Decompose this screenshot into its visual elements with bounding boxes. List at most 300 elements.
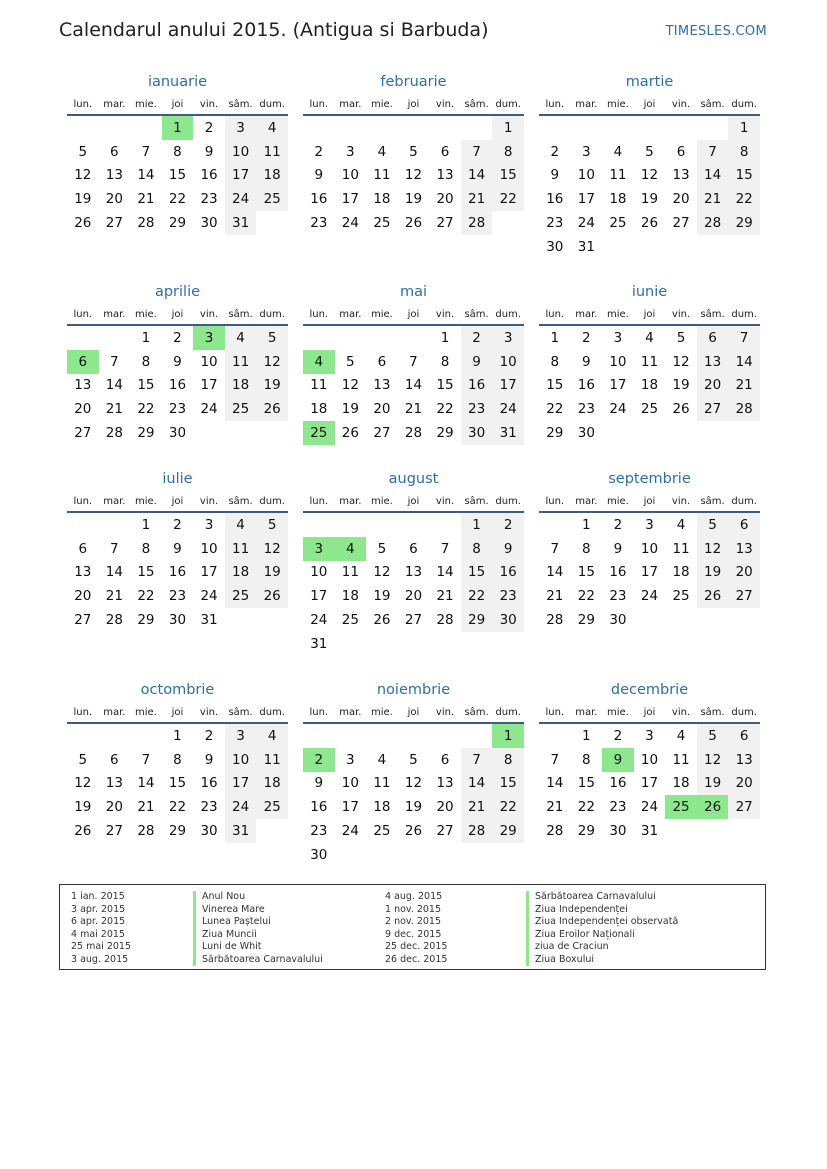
day-cell: 23 [168, 401, 187, 418]
day-cell: 21 [105, 588, 123, 605]
day-cell: 23 [461, 397, 493, 421]
empty-cell [665, 608, 697, 632]
day-cell: 23 [168, 588, 187, 605]
day-cell: 24 [640, 799, 659, 816]
day-cell: 18 [310, 401, 328, 418]
empty-cell [665, 115, 697, 140]
weekday-header: mie. [602, 491, 634, 512]
day-cell: 18 [373, 191, 391, 208]
day-cell: 3 [225, 115, 257, 140]
day-cell: 18 [341, 588, 359, 605]
day-cell: 13 [105, 775, 123, 792]
day-cell: 12 [404, 167, 423, 184]
empty-cell [366, 723, 398, 748]
day-cell: 19 [74, 191, 92, 208]
day-cell: 27 [672, 215, 690, 232]
day-cell: 24 [225, 795, 257, 819]
month-octombrie [67, 680, 288, 843]
day-cell: 21 [404, 401, 423, 418]
holiday-date: 1 ian. 2015 [71, 891, 125, 902]
day-cell: 8 [728, 140, 760, 164]
day-cell: 6 [78, 540, 88, 557]
day-cell: 29 [461, 608, 493, 632]
day-cell: 27 [697, 397, 729, 421]
day-cell: 13 [373, 377, 391, 394]
empty-cell [665, 235, 697, 259]
day-cell: 1 [173, 727, 182, 744]
weekday-header: mar. [571, 491, 603, 512]
day-cell: 21 [697, 187, 729, 211]
weekday-header: mie. [366, 491, 398, 512]
day-cell: 28 [546, 612, 564, 629]
day-cell: 28 [137, 823, 155, 840]
day-cell: 22 [546, 401, 564, 418]
empty-cell [429, 115, 461, 140]
empty-cell [99, 512, 131, 537]
holiday-name: Ziua Independenței observată [526, 916, 678, 929]
day-cell: 1 [728, 115, 760, 140]
day-cell: 8 [582, 540, 591, 557]
day-cell: 8 [461, 537, 493, 561]
weekday-header: lun. [303, 94, 335, 115]
empty-cell [335, 843, 367, 867]
empty-cell [665, 421, 697, 445]
day-cell: 31 [640, 823, 659, 840]
day-cell: 20 [404, 588, 423, 605]
day-cell: 14 [105, 377, 123, 394]
empty-cell [697, 235, 729, 259]
day-cell: 25 [373, 215, 391, 232]
day-cell: 20 [436, 799, 454, 816]
day-cell: 28 [404, 425, 423, 442]
day-cell: 22 [137, 588, 155, 605]
day-cell: 5 [256, 325, 288, 350]
empty-cell [697, 608, 729, 632]
empty-cell [398, 325, 430, 350]
day-cell: 6 [110, 751, 119, 768]
day-cell: 2 [204, 727, 214, 744]
empty-cell [99, 325, 131, 350]
day-cell: 19 [697, 561, 729, 585]
weekday-header: mie. [366, 702, 398, 723]
day-cell: 3 [346, 751, 355, 768]
day-cell: 19 [373, 588, 391, 605]
empty-cell [539, 115, 571, 140]
day-cell: 25 [225, 397, 257, 421]
empty-cell [256, 421, 288, 445]
day-cell: 13 [728, 748, 760, 772]
empty-cell [366, 512, 398, 537]
day-cell: 6 [728, 512, 760, 537]
day-cell: 7 [409, 353, 418, 370]
holiday-date: 26 dec. 2015 [385, 953, 448, 965]
day-cell: 1 [492, 723, 524, 748]
day-cell: 15 [168, 775, 187, 792]
weekday-header: joi [634, 94, 666, 115]
weekday-header: dum. [728, 702, 760, 723]
day-cell: 5 [409, 751, 418, 768]
empty-cell [461, 632, 493, 656]
day-cell: 11 [256, 748, 288, 772]
day-cell: 16 [200, 775, 218, 792]
weekday-header: mar. [99, 94, 131, 115]
day-cell: 3 [645, 727, 654, 744]
day-cell: 30 [310, 846, 328, 863]
weekday-header: vin. [429, 702, 461, 723]
empty-cell [461, 843, 493, 867]
empty-cell [303, 512, 335, 537]
empty-cell [303, 325, 335, 350]
weekday-header: dum. [256, 304, 288, 325]
weekday-header: joi [162, 491, 194, 512]
day-cell: 4 [225, 512, 257, 537]
empty-cell [335, 632, 367, 656]
month-mai [303, 282, 524, 445]
day-cell: 26 [640, 215, 659, 232]
day-cell: 8 [492, 748, 524, 772]
day-cell: 16 [168, 564, 187, 581]
day-cell: 12 [74, 775, 92, 792]
day-cell: 29 [577, 823, 595, 840]
day-cell: 15 [492, 772, 524, 796]
day-cell: 14 [546, 564, 564, 581]
day-cell: 16 [577, 377, 595, 394]
day-cell: 5 [78, 751, 88, 768]
day-cell: 22 [577, 799, 595, 816]
holiday-dates-col-2 [385, 891, 447, 966]
empty-cell [634, 421, 666, 445]
weekday-header: mie. [130, 94, 162, 115]
holiday-dates-col-1 [71, 891, 131, 966]
day-cell: 29 [137, 612, 155, 629]
day-cell: 29 [436, 425, 454, 442]
day-cell: 25 [341, 612, 359, 629]
day-cell: 7 [461, 140, 493, 164]
holiday-date: 4 aug. 2015 [385, 891, 443, 902]
day-cell: 11 [310, 377, 328, 394]
day-cell: 2 [582, 329, 591, 346]
day-cell: 17 [310, 588, 328, 605]
day-cell: 13 [74, 564, 92, 581]
day-cell: 21 [105, 401, 123, 418]
day-cell: 19 [256, 374, 288, 398]
day-cell: 19 [672, 377, 690, 394]
empty-cell [697, 115, 729, 140]
day-cell: 29 [577, 612, 595, 629]
day-cell: 11 [225, 350, 257, 374]
day-cell: 26 [373, 612, 391, 629]
day-cell: 10 [341, 167, 359, 184]
empty-cell [539, 723, 571, 748]
day-cell: 3 [582, 143, 591, 160]
weekday-header: mie. [602, 304, 634, 325]
month-name: iulie [162, 471, 193, 487]
holiday-name: Lunea Paștelui [193, 916, 323, 929]
day-cell: 22 [168, 799, 187, 816]
month-name: octombrie [140, 682, 215, 698]
weekday-header: dum. [256, 94, 288, 115]
month-name: septembrie [608, 471, 691, 487]
day-cell: 30 [168, 612, 187, 629]
month-aprilie [67, 282, 288, 445]
day-cell: 8 [440, 353, 450, 370]
day-cell: 26 [404, 823, 423, 840]
day-cell: 9 [602, 748, 634, 772]
day-cell: 5 [676, 329, 686, 346]
day-cell: 16 [492, 561, 524, 585]
weekday-header: sâm. [697, 304, 729, 325]
empty-cell [335, 325, 367, 350]
day-cell: 20 [672, 191, 690, 208]
day-cell: 23 [492, 584, 524, 608]
weekday-header: sâm. [697, 491, 729, 512]
day-cell: 30 [577, 425, 595, 442]
day-cell: 29 [492, 819, 524, 843]
day-cell: 12 [697, 537, 729, 561]
day-cell: 1 [141, 329, 151, 346]
empty-cell [602, 421, 634, 445]
empty-cell [492, 632, 524, 656]
weekday-header: lun. [67, 491, 99, 512]
day-cell: 11 [640, 353, 659, 370]
empty-cell [429, 723, 461, 748]
day-cell: 9 [173, 353, 182, 370]
day-cell: 17 [341, 799, 359, 816]
day-cell: 21 [728, 374, 760, 398]
day-cell: 9 [314, 167, 324, 184]
holiday-name: Ziua Muncii [193, 929, 323, 942]
weekday-header: vin. [665, 702, 697, 723]
weekday-header: vin. [665, 491, 697, 512]
day-cell: 26 [404, 215, 423, 232]
weekday-header: mie. [366, 304, 398, 325]
day-cell: 15 [137, 377, 155, 394]
day-cell: 20 [105, 799, 123, 816]
day-cell: 17 [640, 564, 659, 581]
weekday-header: joi [162, 702, 194, 723]
weekday-header: vin. [193, 304, 225, 325]
day-cell: 15 [577, 564, 595, 581]
empty-cell [461, 115, 493, 140]
day-cell: 11 [225, 537, 257, 561]
day-cell: 15 [546, 377, 564, 394]
day-cell: 25 [373, 823, 391, 840]
day-cell: 5 [697, 512, 729, 537]
day-cell: 3 [346, 143, 355, 160]
day-cell: 1 [461, 512, 493, 537]
month-ianuarie [67, 72, 288, 235]
weekday-header: lun. [303, 304, 335, 325]
day-cell: 17 [492, 374, 524, 398]
day-cell: 2 [173, 329, 182, 346]
day-cell: 16 [168, 377, 187, 394]
weekday-header: sâm. [461, 702, 493, 723]
holiday-name: Ziua Boxului [526, 954, 678, 967]
day-cell: 27 [74, 425, 92, 442]
day-cell: 15 [728, 164, 760, 188]
weekday-header: dum. [728, 491, 760, 512]
day-cell: 6 [440, 751, 450, 768]
day-cell: 27 [728, 584, 760, 608]
day-cell: 8 [550, 353, 560, 370]
brand-logo[interactable]: TIMESLES.COM [665, 24, 767, 39]
day-cell: 2 [314, 143, 324, 160]
day-cell: 10 [310, 564, 328, 581]
day-cell: 16 [546, 191, 564, 208]
month-august [303, 469, 524, 656]
weekday-header: lun. [303, 702, 335, 723]
month-septembrie [539, 469, 760, 632]
empty-cell [398, 723, 430, 748]
empty-cell [728, 235, 760, 259]
empty-cell [67, 325, 99, 350]
weekday-header: joi [634, 491, 666, 512]
month-name: august [388, 471, 439, 487]
day-cell: 2 [613, 516, 623, 533]
weekday-header: mie. [130, 702, 162, 723]
day-cell: 21 [137, 191, 155, 208]
day-cell: 12 [341, 377, 359, 394]
day-cell: 27 [105, 823, 123, 840]
day-cell: 4 [335, 537, 367, 561]
day-cell: 12 [640, 167, 659, 184]
day-cell: 4 [303, 350, 335, 374]
month-name: ianuarie [147, 74, 208, 90]
day-cell: 6 [728, 723, 760, 748]
month-name: iunie [631, 284, 668, 300]
day-cell: 18 [373, 799, 391, 816]
day-cell: 30 [492, 608, 524, 632]
holiday-name: Ziua Independenței [526, 904, 678, 917]
weekday-header: mar. [571, 304, 603, 325]
weekday-header: vin. [193, 491, 225, 512]
day-cell: 22 [728, 187, 760, 211]
weekday-header: joi [398, 94, 430, 115]
holiday-legend [59, 884, 766, 970]
weekday-header: mie. [602, 94, 634, 115]
day-cell: 1 [440, 329, 450, 346]
day-cell: 2 [204, 119, 214, 136]
day-cell: 20 [697, 374, 729, 398]
holiday-name: Ziua Eroilor Naționali [526, 929, 678, 942]
month-name: noiembrie [376, 682, 451, 698]
day-cell: 30 [200, 215, 218, 232]
day-cell: 14 [105, 564, 123, 581]
day-cell: 13 [697, 350, 729, 374]
empty-cell [539, 512, 571, 537]
day-cell: 13 [436, 775, 454, 792]
weekday-header: dum. [492, 702, 524, 723]
day-cell: 2 [613, 727, 623, 744]
empty-cell [429, 843, 461, 867]
day-cell: 8 [173, 143, 182, 160]
day-cell: 26 [697, 795, 729, 819]
day-cell: 5 [697, 723, 729, 748]
weekday-header: joi [634, 304, 666, 325]
empty-cell [335, 723, 367, 748]
month-decembrie [539, 680, 760, 843]
day-cell: 29 [546, 425, 564, 442]
day-cell: 16 [310, 799, 328, 816]
day-cell: 23 [546, 215, 564, 232]
day-cell: 23 [200, 799, 218, 816]
day-cell: 1 [550, 329, 560, 346]
day-cell: 20 [373, 401, 391, 418]
day-cell: 8 [582, 751, 591, 768]
day-cell: 9 [613, 540, 623, 557]
day-cell: 2 [303, 748, 335, 772]
day-cell: 21 [546, 799, 564, 816]
day-cell: 19 [697, 772, 729, 796]
day-cell: 23 [310, 823, 328, 840]
empty-cell [193, 421, 225, 445]
day-cell: 11 [256, 140, 288, 164]
day-cell: 23 [577, 401, 595, 418]
day-cell: 9 [461, 350, 493, 374]
empty-cell [398, 843, 430, 867]
holiday-date: 3 aug. 2015 [71, 953, 129, 965]
day-cell: 31 [225, 819, 257, 843]
day-cell: 26 [341, 425, 359, 442]
weekday-header: joi [398, 491, 430, 512]
empty-cell [492, 211, 524, 235]
day-cell: 4 [613, 143, 623, 160]
day-cell: 20 [74, 588, 92, 605]
day-cell: 11 [373, 775, 391, 792]
day-cell: 14 [436, 564, 454, 581]
day-cell: 18 [256, 164, 288, 188]
weekday-header: dum. [492, 94, 524, 115]
holiday-name: Sărbătoarea Carnavalului [526, 891, 678, 904]
holiday-name: Sărbătoarea Carnavalului [193, 954, 323, 967]
weekday-header: sâm. [225, 304, 257, 325]
empty-cell [335, 512, 367, 537]
empty-cell [697, 819, 729, 843]
weekday-header: joi [398, 304, 430, 325]
day-cell: 1 [162, 115, 194, 140]
day-cell: 15 [577, 775, 595, 792]
weekday-header: mie. [602, 702, 634, 723]
day-cell: 6 [440, 143, 450, 160]
day-cell: 28 [436, 612, 454, 629]
weekday-header: lun. [539, 94, 571, 115]
day-cell: 17 [577, 191, 595, 208]
empty-cell [634, 235, 666, 259]
empty-cell [303, 115, 335, 140]
empty-cell [99, 723, 131, 748]
day-cell: 25 [640, 401, 659, 418]
day-cell: 19 [74, 799, 92, 816]
day-cell: 1 [582, 727, 591, 744]
weekday-header: lun. [303, 491, 335, 512]
holiday-date: 1 nov. 2015 [385, 903, 441, 915]
day-cell: 24 [225, 187, 257, 211]
day-cell: 6 [377, 353, 387, 370]
day-cell: 16 [609, 564, 627, 581]
day-cell: 11 [341, 564, 359, 581]
weekday-header: sâm. [461, 94, 493, 115]
day-cell: 27 [373, 425, 391, 442]
empty-cell [335, 115, 367, 140]
day-cell: 10 [341, 775, 359, 792]
holiday-date: 3 apr. 2015 [71, 903, 126, 915]
day-cell: 27 [404, 612, 423, 629]
day-cell: 9 [492, 537, 524, 561]
day-cell: 25 [609, 215, 627, 232]
day-cell: 14 [546, 775, 564, 792]
day-cell: 21 [137, 799, 155, 816]
weekday-header: dum. [492, 491, 524, 512]
